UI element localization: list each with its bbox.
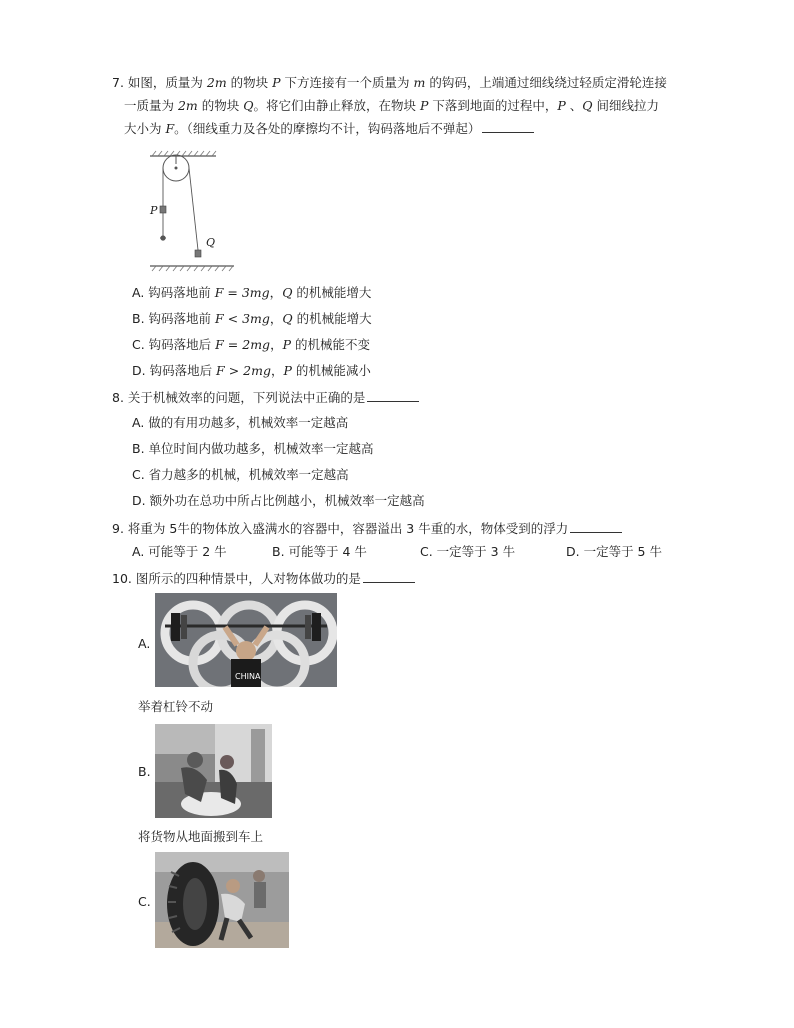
option-text: 的机械能增大 [292,285,372,300]
q10-option-a-caption: 举着杠铃不动 [138,699,214,714]
option-text: ， [270,363,284,378]
option-math: F = 2mg [215,337,271,352]
option-text: D. 钩码落地后 [132,363,217,378]
q9-option-d[interactable]: D. 一定等于 5 牛 [566,544,662,559]
q7-math: F [165,121,175,136]
q8-option-d[interactable]: D. 额外功在总功中所占比例越小，机械效率一定越高 [132,493,425,508]
option-text: A. 钩码落地前 [132,285,215,300]
pulley-diagram [146,150,236,272]
q8-option-b[interactable]: B. 单位时间内做功越多，机械效率一定越高 [132,441,374,456]
option-text: ， [269,311,283,326]
option-text: 的机械能不变 [291,337,370,352]
q7-line-2 [124,97,659,115]
option-text: 的机械能减小 [291,363,371,378]
q10-option-c-photo[interactable] [155,852,289,948]
q9-stem [112,520,622,538]
q10-option-b-photo[interactable] [155,724,272,818]
q7-text: 、 [565,98,583,113]
q7-text: 下方连接有一个质量为 [280,75,414,90]
q7-math: P [419,98,429,113]
q7-math: 2m [206,75,227,90]
q10-stem [112,570,415,588]
jersey-text: CHINA [235,672,261,681]
q7-text: 7. 如图，质量为 [112,75,207,90]
q9-option-c[interactable]: C. 一定等于 3 牛 [420,544,516,559]
q10-option-b-label: B. [138,764,151,779]
q7-line-1 [112,74,667,92]
q7-math: P [272,75,281,90]
q7-text: 的物块 [226,75,273,90]
q10-option-a-photo[interactable] [155,593,337,687]
q7-text: 。将它们由静止释放，在物块 [253,98,420,113]
option-text: B. 钩码落地前 [132,311,215,326]
option-text: 的机械能增大 [292,311,372,326]
option-math: Q [282,311,293,326]
q8-stem [112,389,419,407]
q9-text: 9. 将重为 5牛的物体放入盛满水的容器中，容器溢出 3 牛重的水，物体受到的浮力 [112,521,569,536]
q10-text: 10. 图所示的四种情景中，人对物体做功的是 [112,571,361,586]
q7-math: 2m [177,98,198,113]
label-q: Q [206,236,216,249]
label-p: P [150,204,158,217]
q7-answer-blank[interactable] [482,120,534,133]
option-text: ， [270,337,283,352]
q7-text: 下落到地面的过程中， [428,98,558,113]
q7-math: m [413,75,426,90]
option-text: C. 钩码落地后 [132,337,216,352]
q7-text: 间细线拉力 [592,98,660,113]
option-text: ， [269,285,283,300]
q7-option-a[interactable] [132,284,371,302]
q7-text: 一质量为 [124,98,178,113]
q10-option-a-label: A. [138,636,151,651]
option-math: F < 3mg [215,311,270,326]
q7-math: Q [243,98,254,113]
option-math: F = 3mg [214,285,270,300]
q7-option-c[interactable] [132,336,370,354]
q8-option-c[interactable]: C. 省力越多的机械，机械效率一定越高 [132,467,349,482]
q7-option-d[interactable] [132,362,371,380]
q7-math: P [557,98,566,113]
q8-answer-blank[interactable] [367,389,419,402]
q10-option-c-label: C. [138,894,151,909]
option-math: P [282,337,291,352]
q7-math: Q [582,98,593,113]
option-math: P [283,363,292,378]
q7-line-3 [124,120,534,138]
q9-answer-blank[interactable] [570,520,622,533]
q9-option-b[interactable]: B. 可能等于 4 牛 [272,544,367,559]
q7-text: 大小为 [124,121,166,136]
q7-text: 的钩码，上端通过细线绕过轻质定滑轮连接 [425,75,667,90]
q10-option-b-caption: 将货物从地面搬到车上 [138,829,264,844]
q8-text: 8. 关于机械效率的问题，下列说法中正确的是 [112,390,366,405]
option-math: F > 2mg [216,363,271,378]
q7-text: 。（细线重力及各处的摩擦均不计，钩码落地后不弹起） [174,121,481,136]
q10-answer-blank[interactable] [363,570,415,583]
q7-option-b[interactable] [132,310,372,328]
q7-text: 的物块 [197,98,244,113]
q9-option-a[interactable]: A. 可能等于 2 牛 [132,544,227,559]
option-math: Q [282,285,293,300]
q8-option-a[interactable]: A. 做的有用功越多，机械效率一定越高 [132,415,349,430]
